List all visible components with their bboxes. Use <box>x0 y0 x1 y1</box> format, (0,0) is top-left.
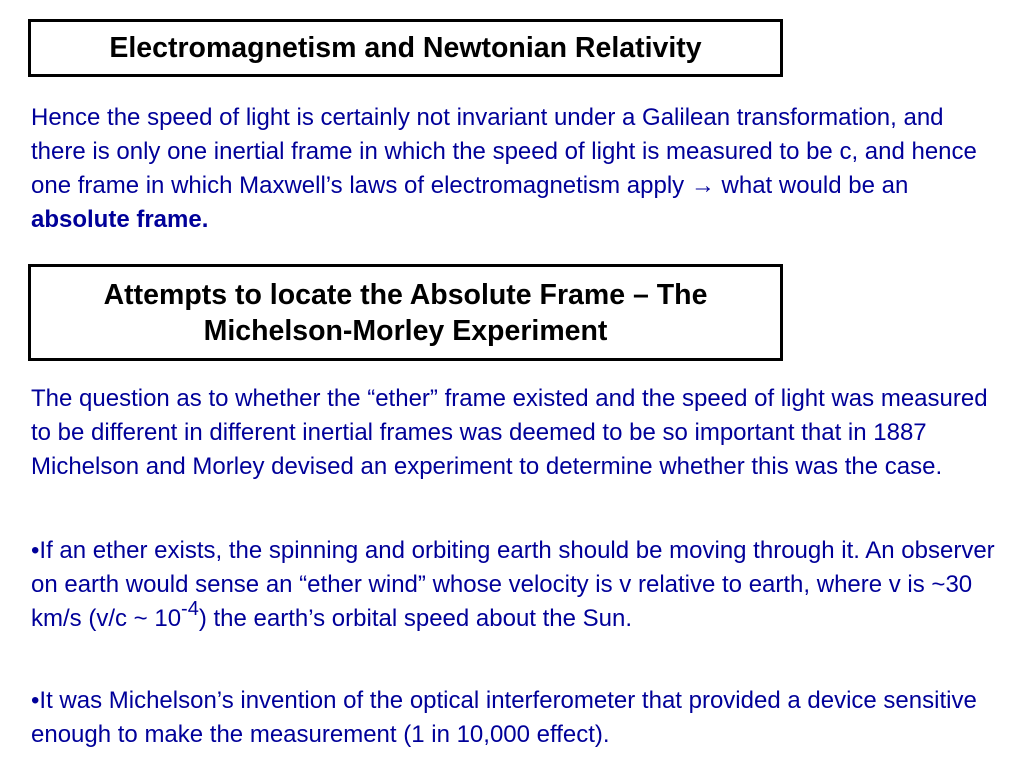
heading-title-line-1: Attempts to locate the Absolute Frame – The <box>103 278 708 311</box>
absolute-frame-emphasis: absolute frame. <box>31 206 209 233</box>
bullet-ether-wind-text-after: ) the earth’s orbital speed about the Sun. <box>198 605 633 632</box>
paragraph-ether-question <box>31 382 991 484</box>
paragraph-invariance <box>31 101 991 237</box>
bullet-interferometer <box>31 684 1011 752</box>
bullet-ether-wind <box>31 534 1011 636</box>
heading-title-line-2: Michelson-Morley Experiment <box>203 314 608 347</box>
paragraph-invariance-text: Hence the speed of light is certainly not invariant under a Galilean transformation, and there is only one inertial frame in which the speed of light is measured to be c, and hence one frame in which Maxwell’s laws of electromagnetism apply <box>31 104 977 199</box>
paragraph-invariance-text-2: what would be an <box>714 172 909 199</box>
paragraph-ether-question-text: The question as to whether the “ether” frame existed and the speed of light was measured to be different in different inertial frames was deemed to be so important that in 1887 Michelson and Morley devised an experiment to determine whether this was the case. <box>31 385 988 480</box>
heading-box-electromagnetism <box>28 19 783 77</box>
right-arrow-icon: → <box>690 172 715 199</box>
heading-title-electromagnetism: Electromagnetism and Newtonian Relativity <box>109 32 702 64</box>
heading-box-michelson-morley <box>28 264 783 361</box>
exponent-superscript: -4 <box>181 598 199 620</box>
bullet-ether-wind-text: •If an ether exists, the spinning and orbiting earth should be moving through it. An observer on earth would sense an “ether wind” whose velocity is v relative to earth, where v is ~30 km/s (v/c ~ 10 <box>31 537 995 632</box>
bullet-interferometer-text: •It was Michelson’s invention of the optical interferometer that provided a device sensitive enough to make the measurement (1 in 10,000 effect). <box>31 687 977 748</box>
